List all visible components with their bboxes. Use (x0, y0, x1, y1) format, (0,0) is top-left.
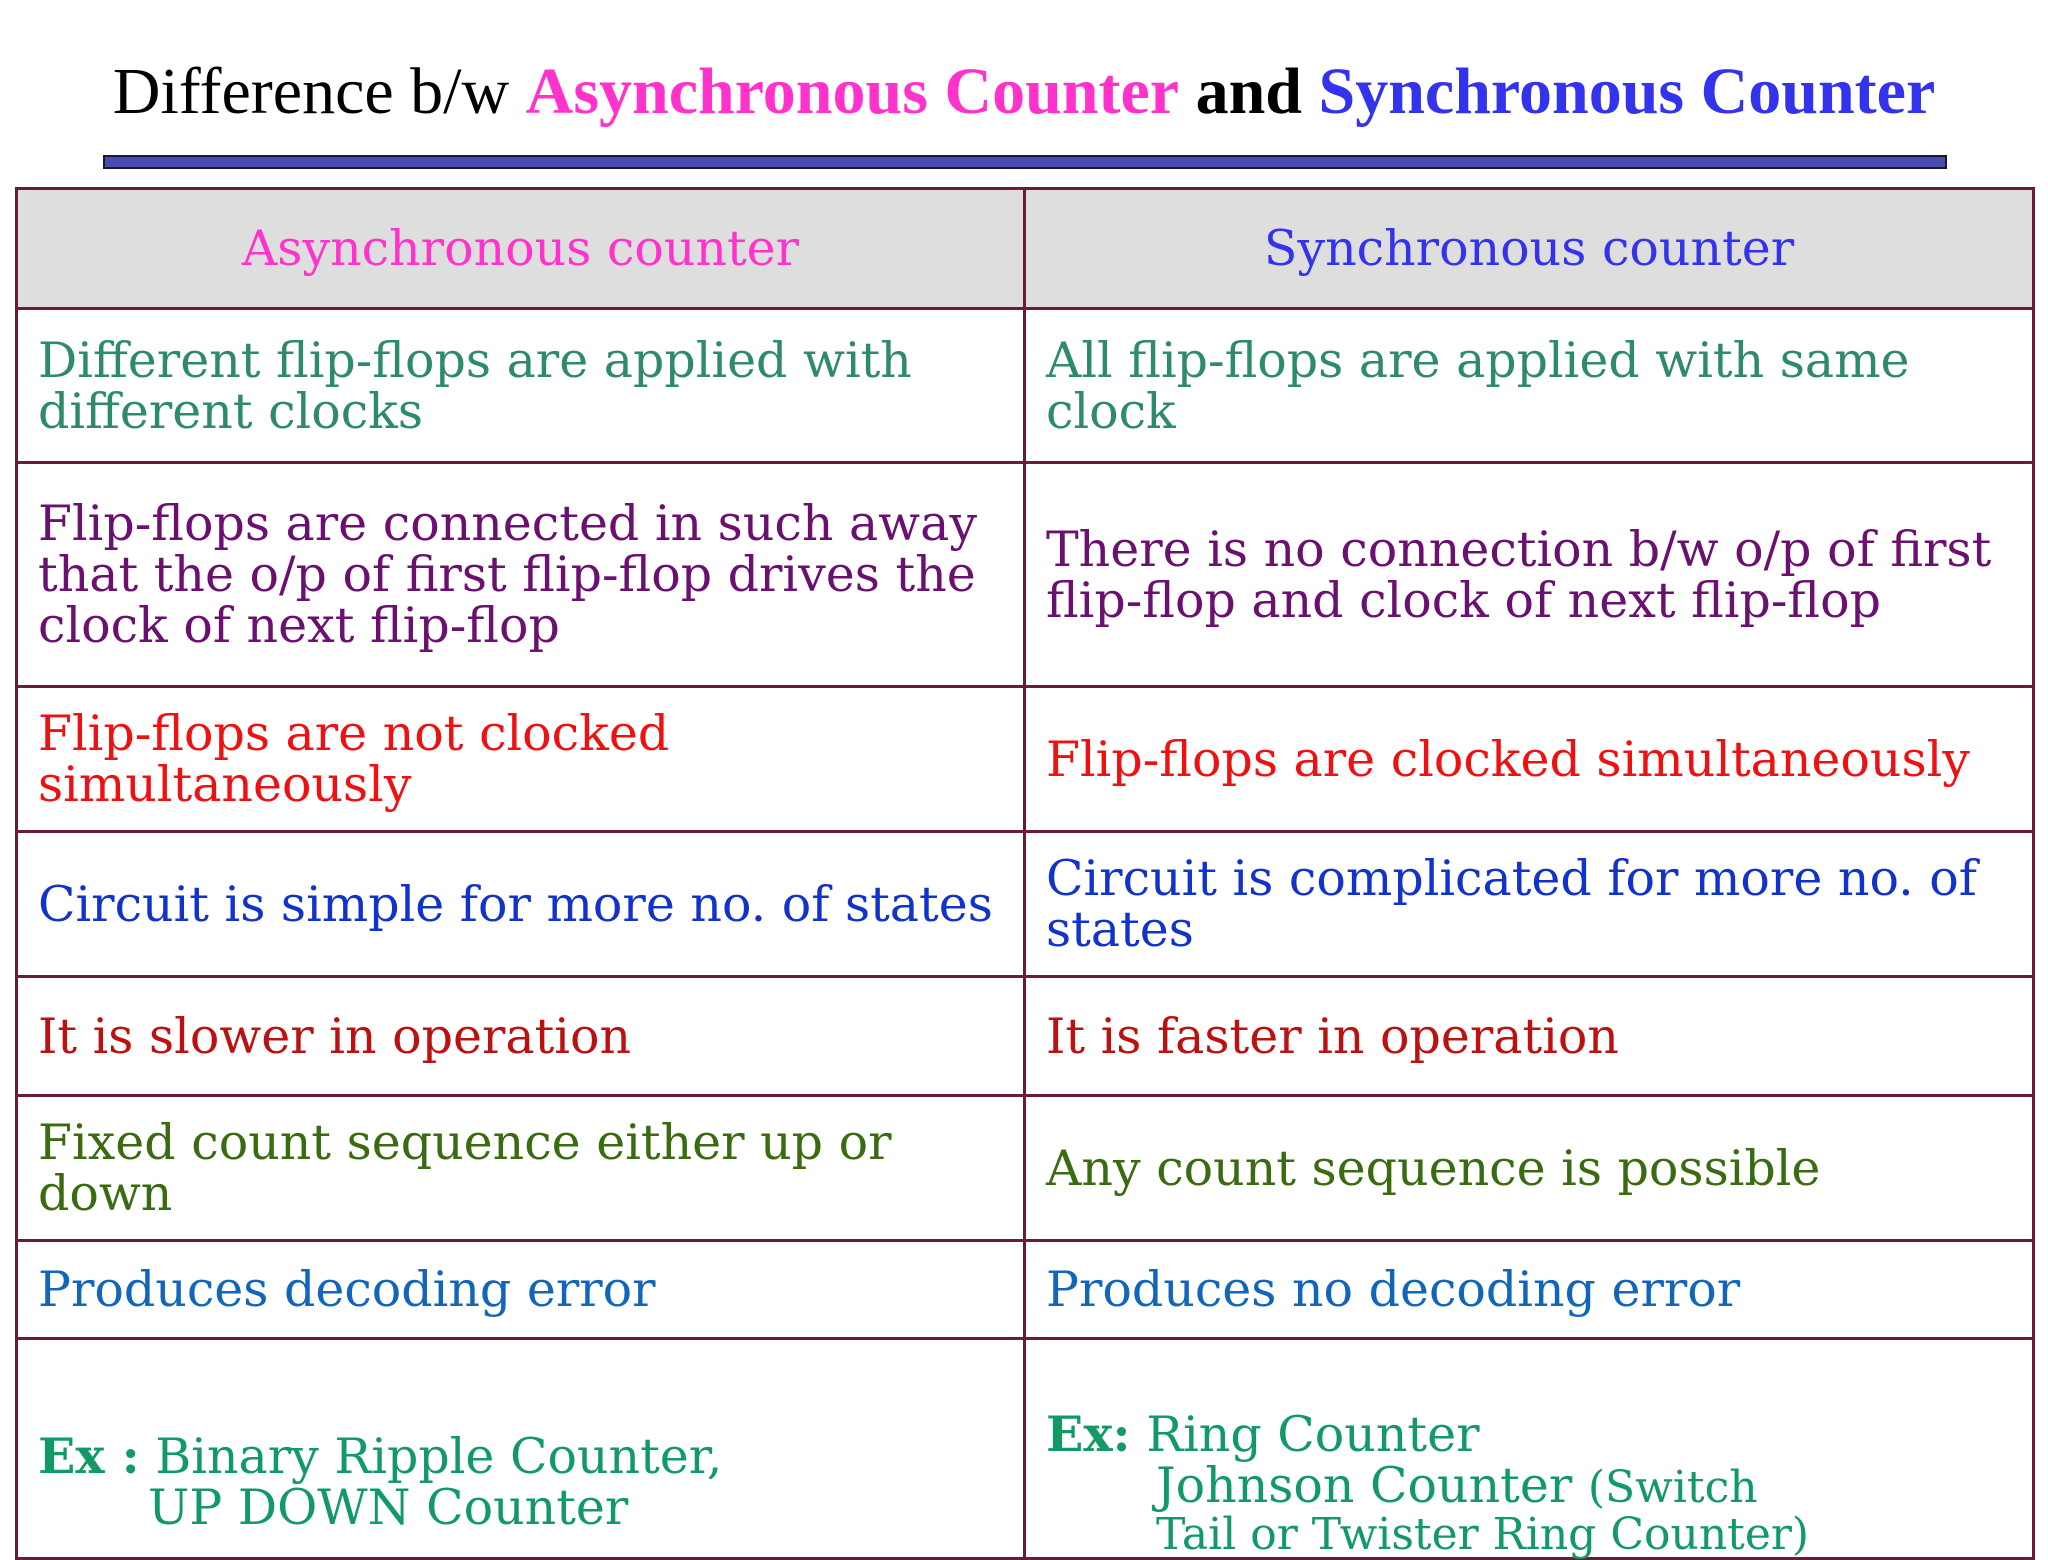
async-cell-sequence: Fixed count sequence either up or down (17, 1096, 1025, 1241)
table-row-speed (17, 977, 2034, 1096)
sync-example-item2: Johnson Counter (1156, 1457, 1573, 1514)
async-cell-simultaneous: Flip-flops are not clocked simultaneously (17, 687, 1025, 832)
title-async-term: Asynchronous Counter (525, 55, 1180, 128)
title-sync-term: Synchronous Counter (1318, 55, 1936, 128)
async-example-item2: UP DOWN Counter (148, 1479, 629, 1536)
header-row (17, 189, 2034, 309)
title-underline-bar (103, 155, 1947, 169)
table-row-examples (17, 1339, 2034, 1559)
async-cell-clocks: Different flip-flops are applied with different clocks (17, 309, 1025, 463)
header-async-counter: Asynchronous counter (17, 189, 1025, 309)
async-example-line1 (38, 1427, 1003, 1485)
sync-example-line1 (1046, 1405, 2012, 1463)
async-cell-decoding: Produces decoding error (17, 1241, 1025, 1339)
sync-example-item3: Tail or Twister Ring Counter) (1156, 1509, 1810, 1560)
sync-cell-examples (1025, 1339, 2034, 1559)
sync-example-item2-note: (Switch (1587, 1462, 1758, 1513)
sync-cell-decoding: Produces no decoding error (1025, 1241, 2034, 1339)
sync-example-item1: Ring Counter (1146, 1406, 1480, 1463)
sync-cell-simultaneous: Flip-flops are clocked simultaneously (1025, 687, 2034, 832)
async-cell-speed: It is slower in operation (17, 977, 1025, 1096)
comparison-table (15, 187, 2035, 1560)
table-row-simultaneous (17, 687, 2034, 832)
table-row-clocks (17, 309, 2034, 463)
async-cell-examples (17, 1339, 1025, 1559)
async-example-item1: Binary Ripple Counter, (155, 1428, 723, 1485)
sync-cell-sequence: Any count sequence is possible (1025, 1096, 2034, 1241)
sync-example-label: Ex: (1046, 1405, 1131, 1463)
page-title (0, 52, 2048, 132)
table-row-decoding (17, 1241, 2034, 1339)
table-row-connection (17, 463, 2034, 687)
sync-cell-speed: It is faster in operation (1025, 977, 2034, 1096)
async-cell-connection: Flip-flops are connected in such away that the o/p of first flip-flop drives the clock of next flip-flop (17, 463, 1025, 687)
table-row-complexity (17, 832, 2034, 977)
sync-cell-clocks: All flip-flops are applied with same clock (1025, 309, 2034, 463)
sync-example-line2 (1046, 1457, 2012, 1514)
table-row-sequence (17, 1096, 2034, 1241)
title-prefix: Difference b/w (112, 55, 510, 128)
sync-cell-complexity: Circuit is complicated for more no. of states (1025, 832, 2034, 977)
async-cell-complexity: Circuit is simple for more no. of states (17, 832, 1025, 977)
title-conjunction: and (1195, 55, 1302, 128)
async-example-label: Ex : (38, 1427, 140, 1485)
header-sync-counter: Synchronous counter (1025, 189, 2034, 309)
sync-cell-connection: There is no connection b/w o/p of first flip-flop and clock of next flip-flop (1025, 463, 2034, 687)
